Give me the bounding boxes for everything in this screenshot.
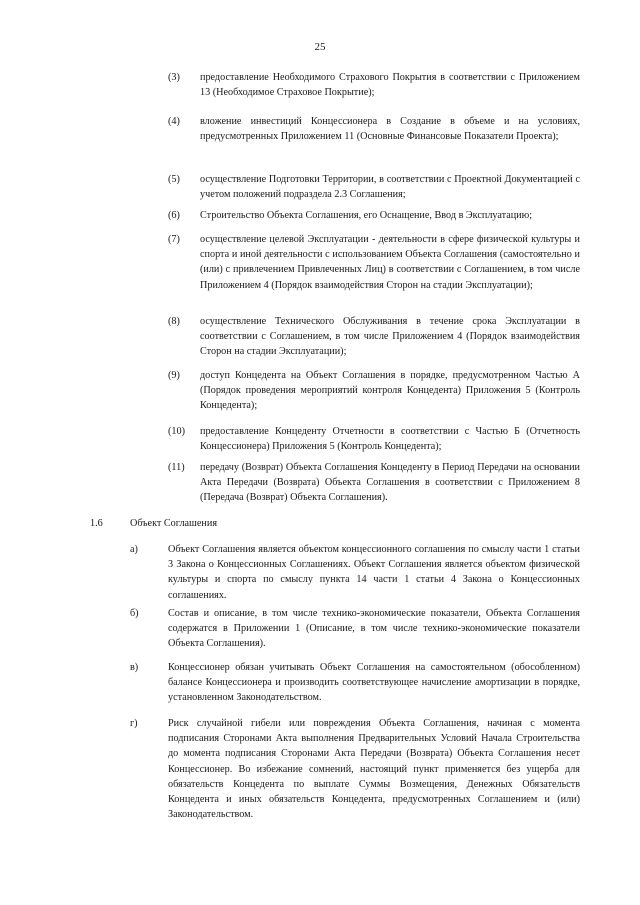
list-item-text: вложение инвестиций Концессионера в Создание в объеме и на условиях, предусмотренных Приложением 11 (Основные Финансовые Показатели Проекта); [200,116,580,143]
list-item-text: Строительство Объекта Соглашения, его Оснащение, Ввод в Эксплуатацию; [200,210,533,221]
sub-item-letter: б) [130,608,139,619]
sub-item-text: Состав и описание, в том числе технико-экономические показатели, Объекта Соглашения содержатся в Приложении 1 (Описание, в том числе технико-экономические показатели Объекта Соглашения). [168,608,580,650]
list-item-number: (3) [168,72,180,83]
list-item-text: доступ Концедента на Объект Соглашения в порядке, предусмотренном Частью А (Порядок проведения мероприятий контроля Концедента) Приложения 5 (Контроль Концедента); [200,370,580,412]
list-item-number: (5) [168,174,180,185]
sub-item-text: Риск случайной гибели или повреждения Объекта Соглашения, начиная с момента подписания Сторонами Акта выполнения Предварительных Условий Начала Строительства до момента подписания Сторонами Акта Передачи (Возврата) Объекта Соглашения несет Концессионер. Во избежание сомнений, настоящий пункт применяется без ущерба для обязательств Концедента по выплате Суммы Возмещения, Денежных Обязательств Концедента и иных обязательств Концедента, предусмотренных Соглашением и (или) Законодательством. [168,718,580,821]
list-item-number: (7) [168,234,180,245]
list-item-number: (11) [168,462,185,473]
sub-item-letter: в) [130,662,139,673]
list-item-text: осуществление Подготовки Территории, в соответствии с Проектной Документацией с учетом положений подраздела 2.3 Соглашения; [200,174,580,201]
sub-item-text: Концессионер обязан учитывать Объект Соглашения на самостоятельном (обособленном) балансе Концессионера и производить соответствующее начисление амортизации в порядке, установленном Законодательством. [168,662,580,704]
list-item-text: передачу (Возврат) Объекта Соглашения Концеденту в Период Передачи на основании Акта Передачи (Возврата) Объекта Соглашения в соответствии с Приложением 8 (Передача (Возврат) Объекта Соглашения). [200,462,580,504]
list-item-text: осуществление Технического Обслуживания в течение срока Эксплуатации в соответствии с Соглашением, в том числе Приложением 4 (Порядок взаимодействия Сторон на стадии Эксплуатации); [200,316,580,358]
list-item-text: предоставление Концеденту Отчетности в соответствии с Частью Б (Отчетность Концессионера) Приложения 5 (Контроль Концедента); [200,426,580,453]
list-item-text: предоставление Необходимого Страхового Покрытия в соответствии с Приложением 13 (Необходимое Страховое Покрытие); [200,72,580,99]
list-item-number: (10) [168,426,185,437]
sub-item-letter: г) [130,718,138,729]
list-item-number: (4) [168,116,180,127]
section-number: 1.6 [90,518,103,529]
sub-item-letter: а) [130,544,138,555]
list-item-number: (9) [168,370,180,381]
list-item-number: (8) [168,316,180,327]
section-title: Объект Соглашения [130,518,218,529]
list-item-number: (6) [168,210,180,221]
sub-item-text: Объект Соглашения является объектом концессионного соглашения по смыслу части 1 статьи 3 Закона о Концессионных Соглашениях. Объект Соглашения является объектом физической культуры и спорта по смыслу пункта 14 части 1 статьи 4 Закона о Концессионных соглашениях. [168,544,580,601]
list-item-text: осуществление целевой Эксплуатации - деятельности в сфере физической культуры и спорта и иной деятельности с использованием Объекта Соглашения (самостоятельно и (или) с привлечением Привлеченных Лиц) в соответствии с Соглашением, в том числе Приложением 4 (Порядок взаимодействия Сторон на стадии Эксплуатации); [200,234,580,291]
page-number: 25 [314,41,326,53]
